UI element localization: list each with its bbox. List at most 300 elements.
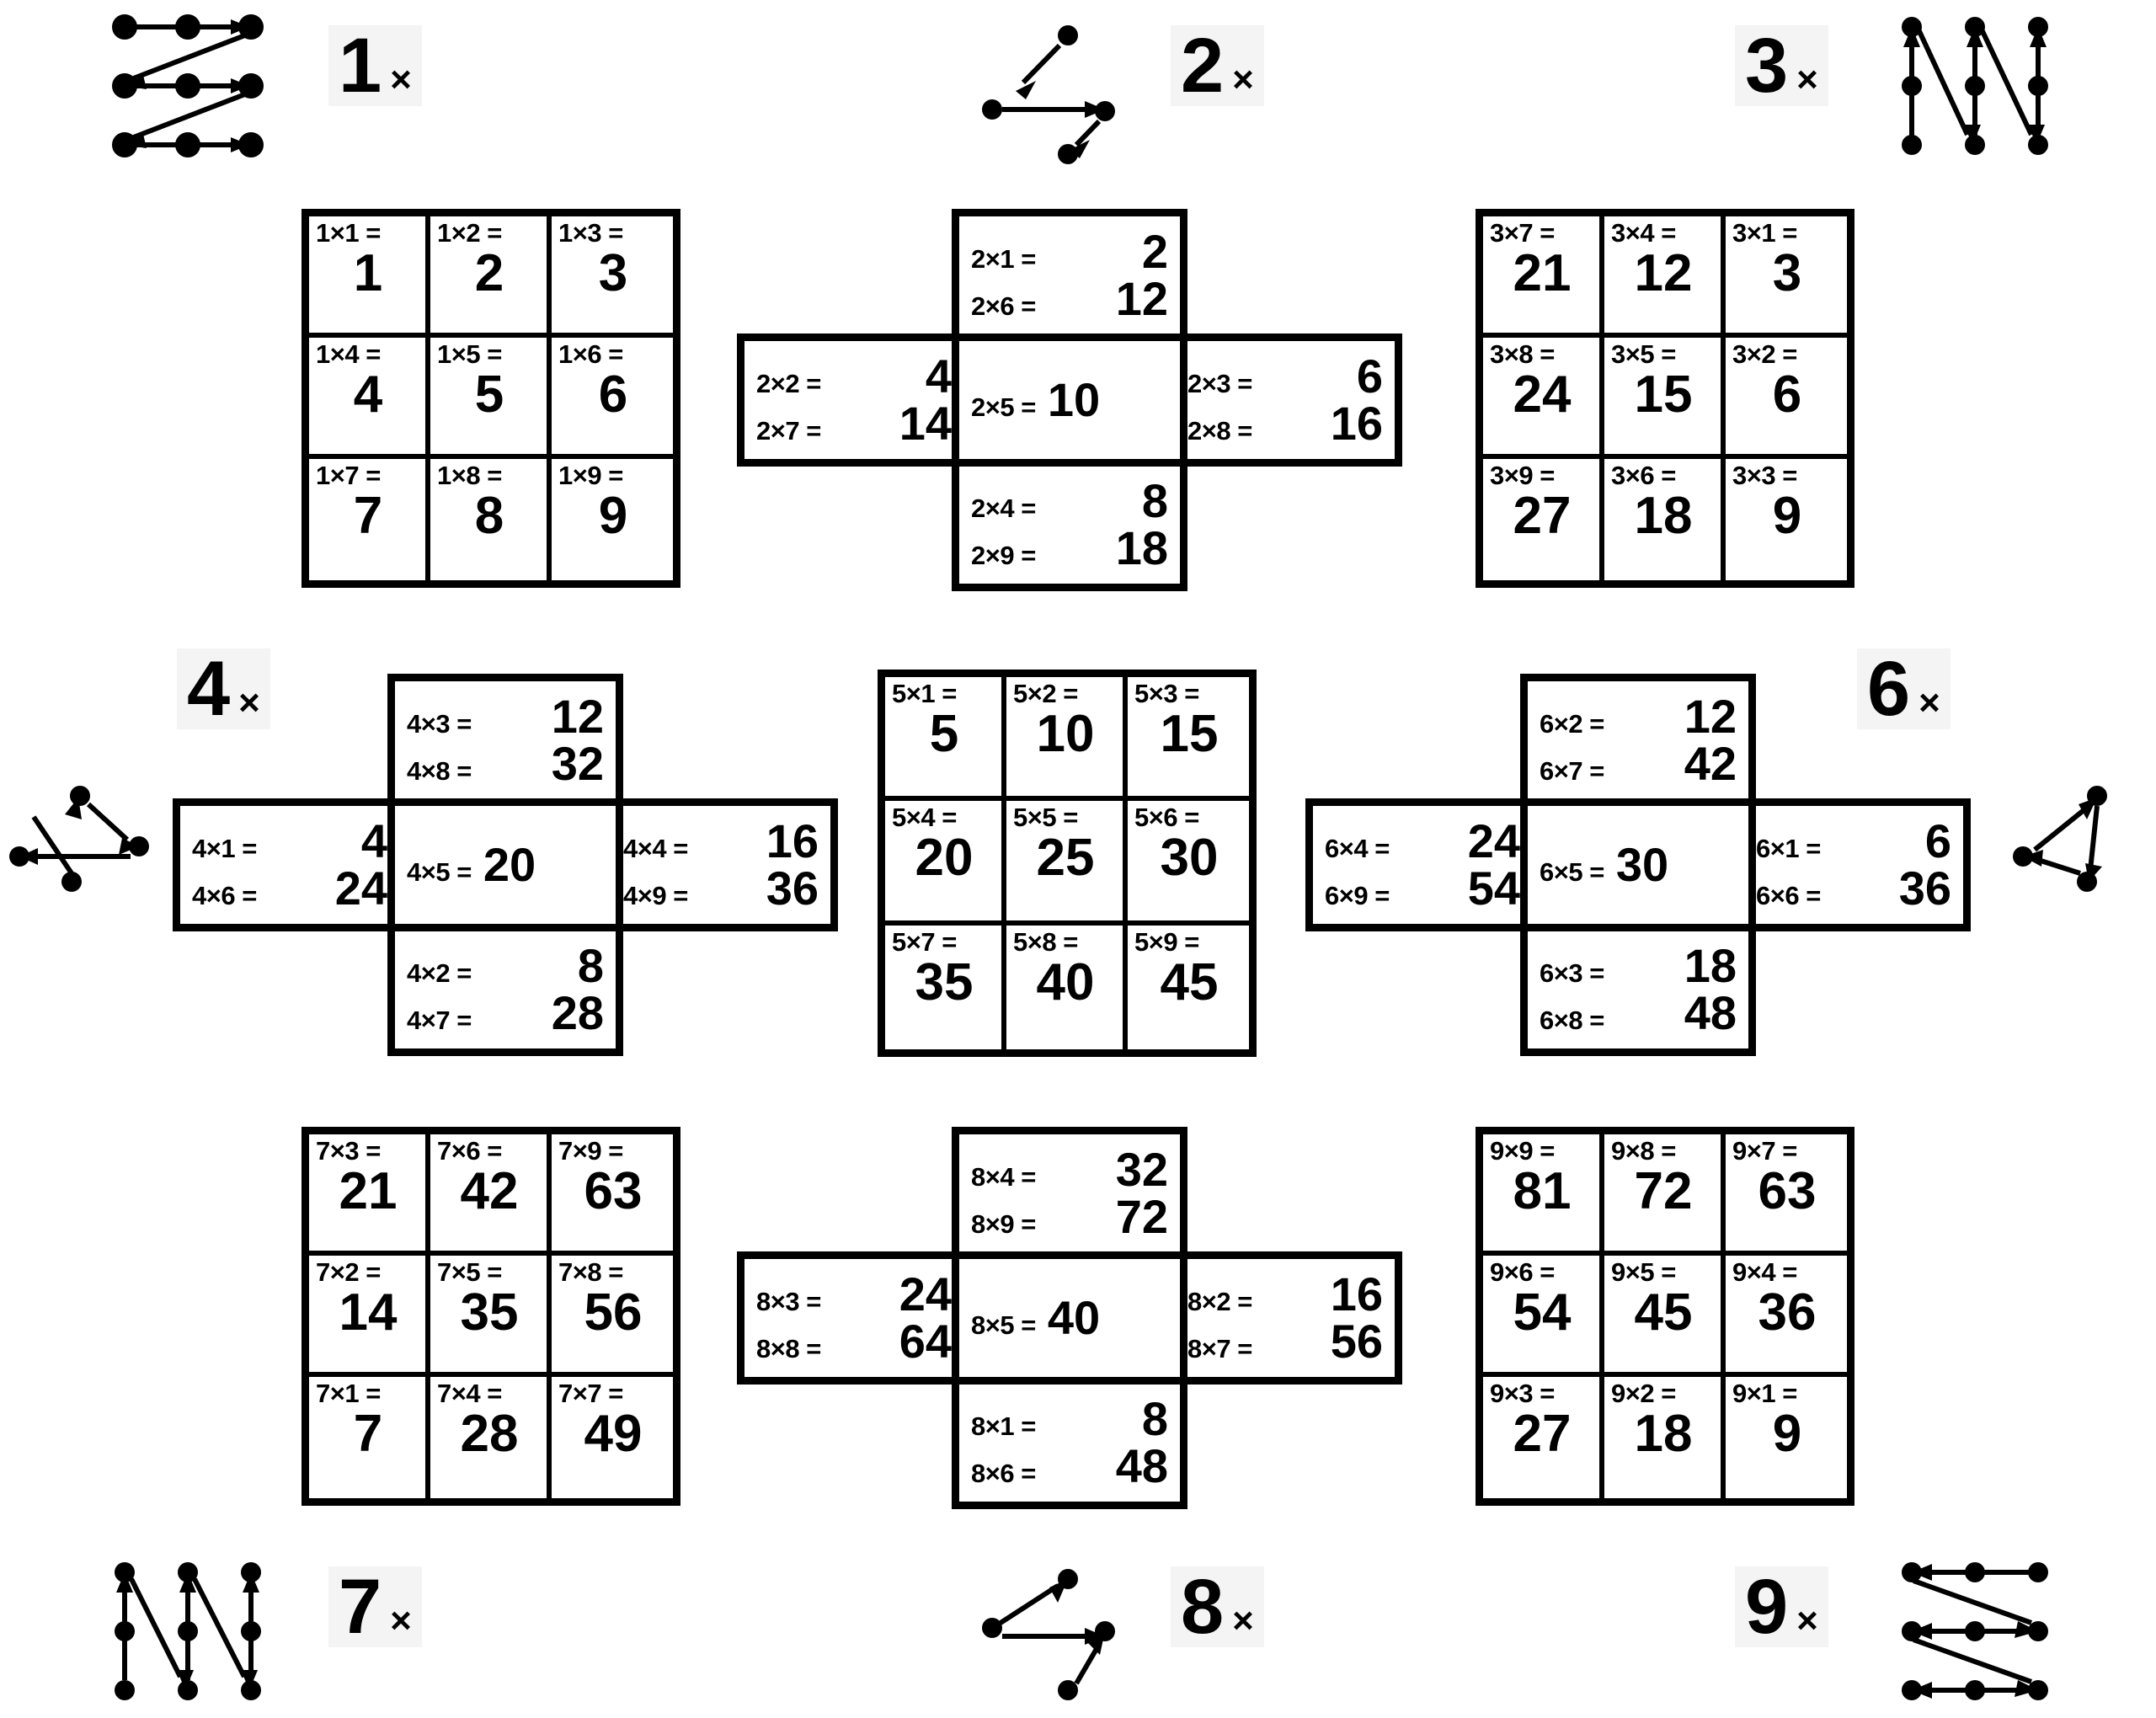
table-6-cross <box>1305 674 1971 1054</box>
table-cell <box>552 1377 673 1498</box>
cell-question: 8×3 = <box>756 1287 821 1316</box>
cross-arm-bottom <box>1520 923 1756 1056</box>
cross-arm-top <box>952 1127 1187 1260</box>
table-4-cross <box>173 674 838 1054</box>
cell-answer: 7 <box>353 1405 383 1463</box>
cell-question: 3×7 = <box>1490 218 1555 248</box>
table-cell <box>430 1377 552 1498</box>
cross-arm-center <box>387 798 623 931</box>
dot-arrow-pattern-2 <box>977 17 1137 168</box>
fact-row <box>1540 690 1737 743</box>
table-cell <box>430 216 552 338</box>
cell-answer: 8 <box>1141 474 1168 527</box>
table-cell <box>1483 216 1604 338</box>
cell-question: 7×6 = <box>437 1136 502 1166</box>
heading-1 <box>328 23 422 109</box>
cell-answer: 48 <box>1684 986 1737 1039</box>
cell-answer: 8 <box>474 487 504 545</box>
cell-question: 2×7 = <box>756 416 821 446</box>
fact-row <box>971 1190 1168 1243</box>
cell-answer: 6 <box>1924 814 1951 867</box>
cell-question: 3×1 = <box>1732 218 1797 248</box>
cell-question: 8×2 = <box>1187 1287 1252 1316</box>
cell-question: 7×7 = <box>558 1379 623 1408</box>
cell-answer: 21 <box>339 1162 398 1220</box>
heading-2 <box>1171 23 1264 109</box>
cell-question: 3×3 = <box>1732 461 1797 490</box>
table-cell <box>885 926 1006 1049</box>
cell-answer: 16 <box>1330 397 1383 450</box>
fact-row <box>623 862 819 915</box>
cell-answer: 18 <box>1684 939 1737 992</box>
cell-answer: 20 <box>915 829 974 888</box>
cross-arm-right <box>1168 333 1402 467</box>
cell-question: 9×7 = <box>1732 1136 1797 1166</box>
cell-question: 7×8 = <box>558 1257 623 1287</box>
cell-answer: 72 <box>1634 1162 1693 1220</box>
cell-answer: 2 <box>474 244 504 302</box>
fact-row <box>971 1143 1168 1196</box>
cell-answer: 12 <box>1634 244 1693 302</box>
cross-arm-right <box>1168 1251 1402 1385</box>
table-cell <box>885 801 1006 925</box>
cross-arm-center <box>1520 798 1756 931</box>
cell-question: 6×7 = <box>1540 756 1604 786</box>
heading-times-sign: × <box>238 682 260 723</box>
cell-question: 8×8 = <box>756 1334 821 1363</box>
cell-question: 2×5 = <box>971 392 1036 422</box>
cell-question: 3×6 = <box>1611 461 1676 490</box>
cross-arm-bottom <box>952 1376 1187 1509</box>
heading-number: 3 <box>1745 23 1789 109</box>
table-cell <box>1006 801 1128 925</box>
cell-question: 8×9 = <box>971 1209 1036 1239</box>
heading-8 <box>1171 1564 1264 1650</box>
dot-arrow-pattern-4 <box>4 779 164 897</box>
fact-row <box>192 814 387 867</box>
fact-row <box>1540 939 1737 992</box>
cell-question: 1×6 = <box>558 339 623 369</box>
table-cell <box>1483 459 1604 580</box>
cell-answer: 10 <box>1047 373 1101 426</box>
dot-arrow-pattern-7 <box>108 1554 268 1710</box>
cross-arm-top <box>387 674 623 807</box>
cell-question: 6×3 = <box>1540 958 1604 988</box>
dot-arrow-pattern-6 <box>2004 779 2156 897</box>
table-cell <box>1604 1377 1726 1498</box>
cell-answer: 9 <box>598 487 628 545</box>
table-cell <box>1726 216 1847 338</box>
cell-answer: 10 <box>1036 705 1095 763</box>
fact-row <box>971 225 1168 278</box>
cell-answer: 24 <box>334 862 387 915</box>
heading-times-sign: × <box>1232 1600 1254 1641</box>
table-cell <box>1726 1377 1847 1498</box>
fact-row <box>971 373 1101 426</box>
fact-row <box>756 1267 952 1321</box>
cell-answer: 63 <box>584 1162 643 1220</box>
cell-answer: 63 <box>1758 1162 1817 1220</box>
cell-answer: 8 <box>577 939 604 992</box>
cell-answer: 18 <box>1634 1405 1693 1463</box>
fact-row <box>756 349 952 403</box>
fact-row <box>756 1315 952 1368</box>
cell-question: 7×1 = <box>316 1379 381 1408</box>
cell-answer: 48 <box>1115 1439 1168 1492</box>
heading-number: 9 <box>1745 1564 1789 1650</box>
table-cell <box>1128 677 1249 801</box>
cell-question: 9×5 = <box>1611 1257 1676 1287</box>
cell-question: 1×2 = <box>437 218 502 248</box>
cell-question: 5×3 = <box>1134 679 1199 708</box>
cell-answer: 9 <box>1772 1405 1802 1463</box>
heading-number: 4 <box>187 646 231 732</box>
cell-question: 5×6 = <box>1134 803 1199 833</box>
cell-answer: 5 <box>474 365 504 424</box>
heading-number: 7 <box>339 1564 382 1650</box>
table-cell <box>1726 459 1847 580</box>
cell-question: 9×6 = <box>1490 1257 1555 1287</box>
table-cell <box>430 1134 552 1256</box>
cell-question: 8×1 = <box>971 1411 1036 1441</box>
fact-row <box>756 397 952 450</box>
dot-arrow-pattern-3 <box>1895 8 2055 164</box>
cell-question: 4×9 = <box>623 881 688 910</box>
cell-answer: 16 <box>766 814 819 867</box>
table-cell <box>309 338 430 459</box>
fact-row <box>1756 862 1951 915</box>
cross-arm-top <box>952 209 1187 342</box>
cell-answer: 72 <box>1115 1190 1168 1243</box>
cell-question: 9×2 = <box>1611 1379 1676 1408</box>
fact-row <box>971 272 1168 325</box>
cell-question: 8×5 = <box>971 1310 1036 1340</box>
fact-row <box>1187 1315 1383 1368</box>
cell-question: 9×9 = <box>1490 1136 1555 1166</box>
cell-answer: 36 <box>1758 1283 1817 1342</box>
cell-question: 7×3 = <box>316 1136 381 1166</box>
cell-question: 2×4 = <box>971 494 1036 523</box>
cell-answer: 35 <box>915 952 974 1011</box>
table-cell <box>309 459 430 580</box>
table-cell <box>1128 801 1249 925</box>
cell-answer: 18 <box>1115 521 1168 574</box>
cell-question: 4×5 = <box>407 857 472 887</box>
cell-answer: 49 <box>584 1405 643 1463</box>
fact-row <box>971 1439 1168 1492</box>
cell-answer: 25 <box>1036 829 1095 888</box>
cell-question: 8×7 = <box>1187 1334 1252 1363</box>
table-cell <box>1726 1134 1847 1256</box>
fact-row <box>407 690 604 743</box>
cell-question: 1×9 = <box>558 461 623 490</box>
cell-answer: 18 <box>1634 487 1693 545</box>
cell-question: 8×6 = <box>971 1459 1036 1488</box>
cell-question: 4×6 = <box>192 881 257 910</box>
heading-number: 8 <box>1181 1564 1225 1650</box>
cell-question: 6×8 = <box>1540 1006 1604 1035</box>
fact-row <box>407 737 604 790</box>
table-cell <box>1726 1256 1847 1377</box>
cell-question: 4×4 = <box>623 834 688 863</box>
cell-question: 5×5 = <box>1013 803 1078 833</box>
cell-answer: 40 <box>1036 952 1095 1011</box>
fact-row <box>407 939 604 992</box>
table-cell <box>552 216 673 338</box>
fact-row <box>1187 349 1383 403</box>
cell-question: 3×2 = <box>1732 339 1797 369</box>
fact-row <box>971 521 1168 574</box>
cell-answer: 15 <box>1634 365 1693 424</box>
cell-question: 5×1 = <box>892 679 957 708</box>
cell-question: 5×4 = <box>892 803 957 833</box>
heading-7 <box>328 1564 422 1650</box>
cell-question: 3×9 = <box>1490 461 1555 490</box>
cell-answer: 24 <box>1513 365 1572 424</box>
cell-question: 4×2 = <box>407 958 472 988</box>
heading-times-sign: × <box>1796 1600 1818 1641</box>
cell-answer: 6 <box>1356 349 1383 403</box>
heading-3 <box>1735 23 1828 109</box>
cell-question: 4×7 = <box>407 1006 472 1035</box>
cell-question: 2×8 = <box>1187 416 1252 446</box>
cell-question: 1×4 = <box>316 339 381 369</box>
cell-question: 4×1 = <box>192 834 257 863</box>
cell-question: 7×9 = <box>558 1136 623 1166</box>
fact-row <box>1325 814 1520 867</box>
cell-answer: 12 <box>551 690 604 743</box>
heading-times-sign: × <box>390 1600 412 1641</box>
fact-row <box>192 862 387 915</box>
table-cell <box>552 1134 673 1256</box>
cell-answer: 8 <box>1141 1392 1168 1445</box>
cell-answer: 28 <box>551 986 604 1039</box>
fact-row <box>407 986 604 1039</box>
heading-9 <box>1735 1564 1828 1650</box>
cell-answer: 6 <box>598 365 628 424</box>
cell-question: 8×4 = <box>971 1162 1036 1192</box>
cell-answer: 40 <box>1047 1291 1101 1344</box>
fact-row <box>1540 986 1737 1039</box>
cell-answer: 7 <box>353 487 383 545</box>
cross-arm-left <box>737 333 971 467</box>
cell-question: 5×9 = <box>1134 926 1199 957</box>
cross-arm-top <box>1520 674 1756 807</box>
table-1-grid <box>302 209 680 588</box>
table-2-cross <box>737 209 1402 590</box>
cross-arm-center <box>952 333 1187 467</box>
table-cell <box>430 459 552 580</box>
heading-number: 1 <box>339 23 382 109</box>
cell-question: 3×4 = <box>1611 218 1676 248</box>
table-9-grid <box>1476 1127 1854 1506</box>
cell-answer: 14 <box>339 1283 398 1342</box>
cell-answer: 42 <box>460 1162 519 1220</box>
cell-answer: 4 <box>353 365 383 424</box>
cross-arm-right <box>1737 798 1971 931</box>
table-cell <box>309 1377 430 1498</box>
cell-question: 3×8 = <box>1490 339 1555 369</box>
fact-row <box>1187 1267 1383 1321</box>
cell-answer: 1 <box>353 244 383 302</box>
fact-row <box>971 1392 1168 1445</box>
table-cell <box>1483 1377 1604 1498</box>
cell-answer: 36 <box>766 862 819 915</box>
cell-question: 1×3 = <box>558 218 623 248</box>
table-cell <box>1483 1256 1604 1377</box>
cell-question: 7×4 = <box>437 1379 502 1408</box>
heading-times-sign: × <box>390 59 412 100</box>
table-cell <box>1604 1256 1726 1377</box>
cell-question: 6×1 = <box>1756 834 1821 863</box>
cell-question: 5×7 = <box>892 926 957 957</box>
cell-question: 1×7 = <box>316 461 381 490</box>
cell-answer: 45 <box>1634 1283 1693 1342</box>
heading-times-sign: × <box>1232 59 1254 100</box>
cell-answer: 45 <box>1160 952 1219 1011</box>
cell-answer: 30 <box>1160 829 1219 888</box>
cell-question: 4×3 = <box>407 709 472 739</box>
cross-arm-bottom <box>952 458 1187 591</box>
cell-question: 9×3 = <box>1490 1379 1555 1408</box>
table-cell <box>552 459 673 580</box>
fact-row <box>1540 838 1669 891</box>
table-cell <box>885 677 1006 801</box>
table-cell <box>309 1134 430 1256</box>
cell-question: 2×2 = <box>756 369 821 398</box>
cell-answer: 81 <box>1513 1162 1572 1220</box>
fact-row <box>971 1291 1101 1344</box>
table-cell <box>1128 926 1249 1049</box>
cell-question: 6×2 = <box>1540 709 1604 739</box>
table-cell <box>309 1256 430 1377</box>
cell-question: 1×5 = <box>437 339 502 369</box>
cell-question: 2×6 = <box>971 291 1036 321</box>
table-cell <box>1006 677 1128 801</box>
cell-answer: 42 <box>1684 737 1737 790</box>
cell-answer: 27 <box>1513 487 1572 545</box>
cell-answer: 54 <box>1513 1283 1572 1342</box>
table-cell <box>1483 1134 1604 1256</box>
cell-answer: 3 <box>1772 244 1802 302</box>
table-cell <box>309 216 430 338</box>
table-cell <box>1006 926 1128 1049</box>
heading-number: 2 <box>1181 23 1225 109</box>
table-8-cross <box>737 1127 1402 1507</box>
cell-question: 6×9 = <box>1325 881 1390 910</box>
fact-row <box>1756 814 1951 867</box>
heading-times-sign: × <box>1919 682 1940 723</box>
cell-answer: 32 <box>1115 1143 1168 1196</box>
cross-arm-left <box>173 798 407 931</box>
cell-question: 2×9 = <box>971 541 1036 570</box>
cell-answer: 20 <box>483 838 536 891</box>
table-cell <box>1483 338 1604 459</box>
cell-question: 6×6 = <box>1756 881 1821 910</box>
cell-question: 9×1 = <box>1732 1379 1797 1408</box>
cell-answer: 5 <box>929 705 959 763</box>
cross-arm-left <box>737 1251 971 1385</box>
table-cell <box>430 338 552 459</box>
table-cell <box>1604 216 1726 338</box>
cell-answer: 36 <box>1898 862 1951 915</box>
cell-answer: 30 <box>1615 838 1669 891</box>
table-cell <box>430 1256 552 1377</box>
cross-arm-center <box>952 1251 1187 1385</box>
cell-question: 1×8 = <box>437 461 502 490</box>
cell-question: 7×5 = <box>437 1257 502 1287</box>
cross-arm-right <box>604 798 838 931</box>
cell-answer: 21 <box>1513 244 1572 302</box>
table-cell <box>1604 338 1726 459</box>
cell-answer: 9 <box>1772 487 1802 545</box>
cross-arm-bottom <box>387 923 623 1056</box>
cell-answer: 54 <box>1467 862 1520 915</box>
cell-question: 9×4 = <box>1732 1257 1797 1287</box>
table-5-grid <box>878 670 1257 1057</box>
cell-question: 1×1 = <box>316 218 381 248</box>
cell-question: 7×2 = <box>316 1257 381 1287</box>
cell-answer: 4 <box>925 349 952 403</box>
fact-row <box>407 838 536 891</box>
cell-answer: 3 <box>598 244 628 302</box>
fact-row <box>623 814 819 867</box>
table-7-grid <box>302 1127 680 1506</box>
cell-answer: 16 <box>1330 1267 1383 1321</box>
table-cell <box>552 338 673 459</box>
cell-question: 5×2 = <box>1013 679 1078 708</box>
cell-answer: 12 <box>1115 272 1168 325</box>
heading-times-sign: × <box>1796 59 1818 100</box>
cell-answer: 4 <box>360 814 387 867</box>
table-cell <box>1604 459 1726 580</box>
table-cell <box>1604 1134 1726 1256</box>
cell-question: 2×1 = <box>971 244 1036 274</box>
fact-row <box>1187 397 1383 450</box>
cell-answer: 32 <box>551 737 604 790</box>
table-3-grid <box>1476 209 1854 588</box>
cell-question: 2×3 = <box>1187 369 1252 398</box>
cell-question: 6×5 = <box>1540 857 1604 887</box>
fact-row <box>1325 862 1520 915</box>
dot-arrow-pattern-1 <box>108 8 268 164</box>
cell-answer: 27 <box>1513 1405 1572 1463</box>
table-cell <box>552 1256 673 1377</box>
cell-question: 4×8 = <box>407 756 472 786</box>
cell-answer: 56 <box>1330 1315 1383 1368</box>
cross-arm-left <box>1305 798 1540 931</box>
cell-answer: 14 <box>899 397 952 450</box>
cell-answer: 2 <box>1141 225 1168 278</box>
fact-row <box>1540 737 1737 790</box>
cell-answer: 12 <box>1684 690 1737 743</box>
cell-question: 6×4 = <box>1325 834 1390 863</box>
cell-answer: 6 <box>1772 365 1802 424</box>
cell-answer: 28 <box>460 1405 519 1463</box>
cell-answer: 64 <box>899 1315 952 1368</box>
cell-answer: 24 <box>899 1267 952 1321</box>
dot-arrow-pattern-9 <box>1895 1554 2055 1710</box>
cell-question: 3×5 = <box>1611 339 1676 369</box>
cell-question: 9×8 = <box>1611 1136 1676 1166</box>
cell-answer: 24 <box>1467 814 1520 867</box>
table-cell <box>1726 338 1847 459</box>
fact-row <box>971 474 1168 527</box>
cell-answer: 56 <box>584 1283 643 1342</box>
dot-arrow-pattern-8 <box>977 1562 1137 1710</box>
cell-question: 5×8 = <box>1013 926 1078 957</box>
cell-answer: 15 <box>1160 705 1219 763</box>
